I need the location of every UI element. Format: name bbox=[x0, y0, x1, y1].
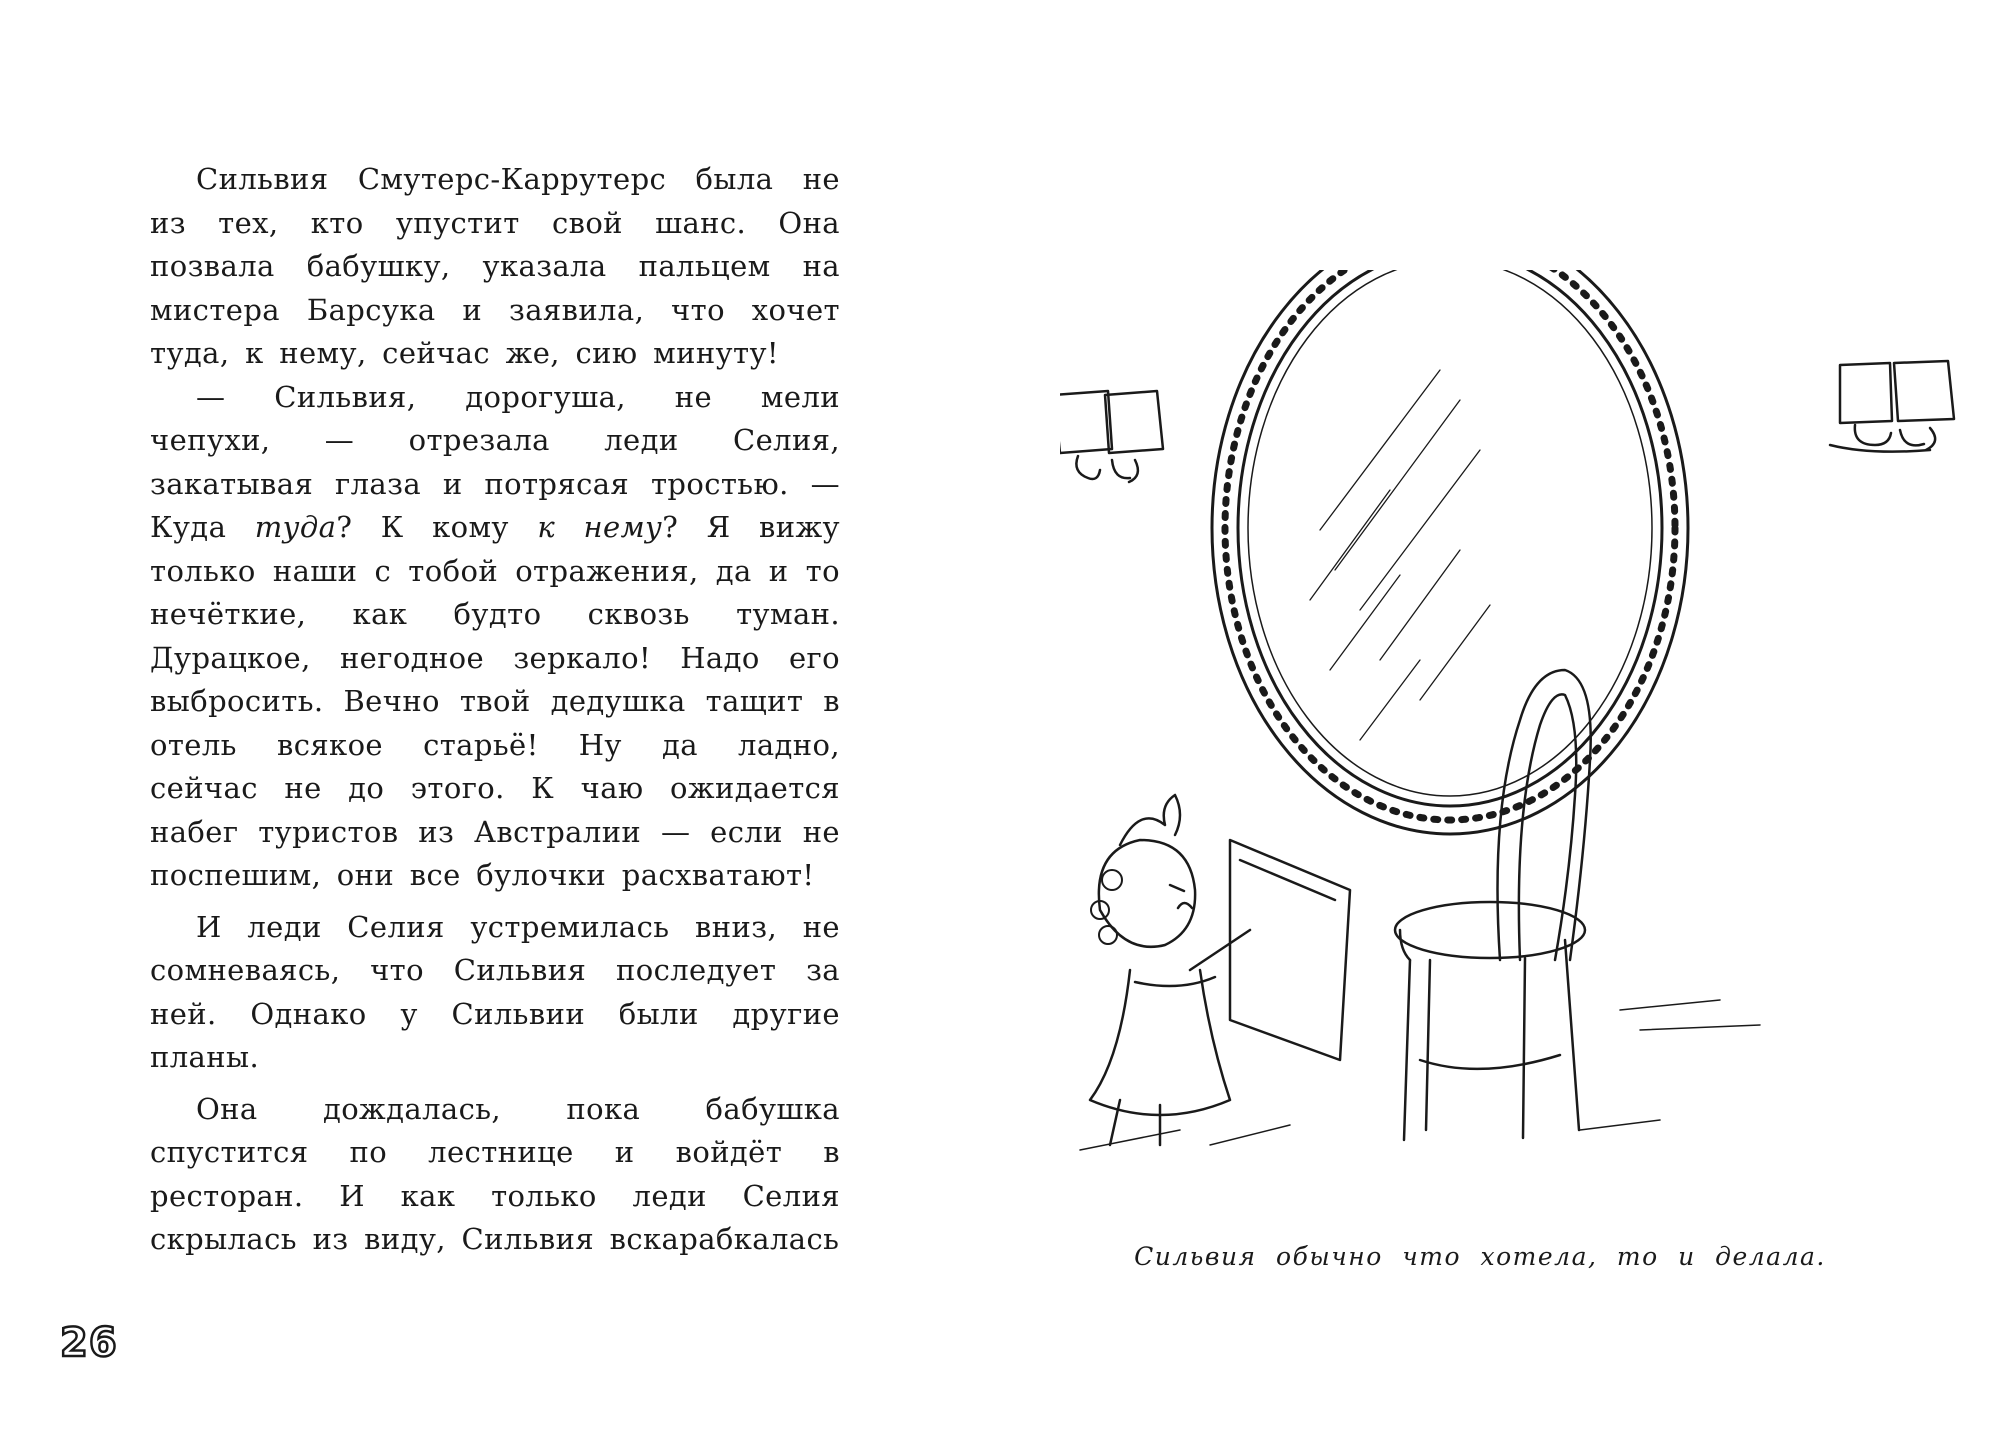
italic-phrase: к нему bbox=[537, 510, 663, 544]
illustration-svg bbox=[1060, 270, 1960, 1160]
girl-figure bbox=[1090, 795, 1350, 1145]
mirror-glass-edge bbox=[1248, 270, 1652, 796]
mirror-reflection-lines bbox=[1310, 370, 1490, 740]
paragraph bbox=[150, 906, 840, 1080]
text-run: Сильвия Смутерс-Каррутерс была не из тех, кто упустит свой шанс. Она позвала бабушку, указала пальцем на мистера Барсука и заявила, что хочет туда, к нему, сейчас же, сию минуту! bbox=[150, 162, 840, 370]
left-page-text bbox=[150, 158, 840, 1262]
text-run: Она дождалась, пока бабушка спустится по лестнице и войдёт в ресторан. И как только леди Селия скрылась из виду, Сильвия вскарабкалась bbox=[150, 1091, 840, 1256]
mirror-frame-inner bbox=[1238, 270, 1662, 806]
paragraph bbox=[150, 1088, 840, 1262]
floor-lines bbox=[1080, 1000, 1760, 1150]
wall-sconce-right bbox=[1830, 361, 1954, 452]
mirror-frame-scroll bbox=[1225, 270, 1675, 820]
text-run: — Сильвия, дорогуша, не мели чепухи, — отрезала леди Селия, закатывая глаза и потрясая тростью. — Куда bbox=[150, 379, 840, 544]
paragraph bbox=[150, 158, 840, 376]
paragraph bbox=[150, 376, 840, 898]
text-run: ? Я вижу только наши с тобой отражения, да и то нечёткие, как будто сквозь туман. Дурацкое, негодное зеркало! Надо его выбросить. Вечно твой дедушка тащит в отель всякое старьё! Ну да ладно, сейчас не до этого. К чаю ожидается набег туристов из Австралии — если не поспешим, они все булочки расхватают! bbox=[150, 510, 840, 892]
chair bbox=[1395, 670, 1591, 1140]
page-number: 26 bbox=[60, 1320, 118, 1366]
text-run: ? К кому bbox=[336, 510, 538, 544]
text-run: И леди Селия устремилась вниз, не сомневаясь, что Сильвия последует за ней. Однако у Сильвии были другие планы. bbox=[150, 909, 840, 1074]
illustration-mirror-chair-girl bbox=[1060, 270, 1960, 1160]
italic-phrase: туда bbox=[254, 510, 337, 544]
wall-sconce-left bbox=[1060, 391, 1163, 482]
illustration-caption: Сильвия обычно что хотела, то и делала. bbox=[1134, 1242, 1826, 1271]
